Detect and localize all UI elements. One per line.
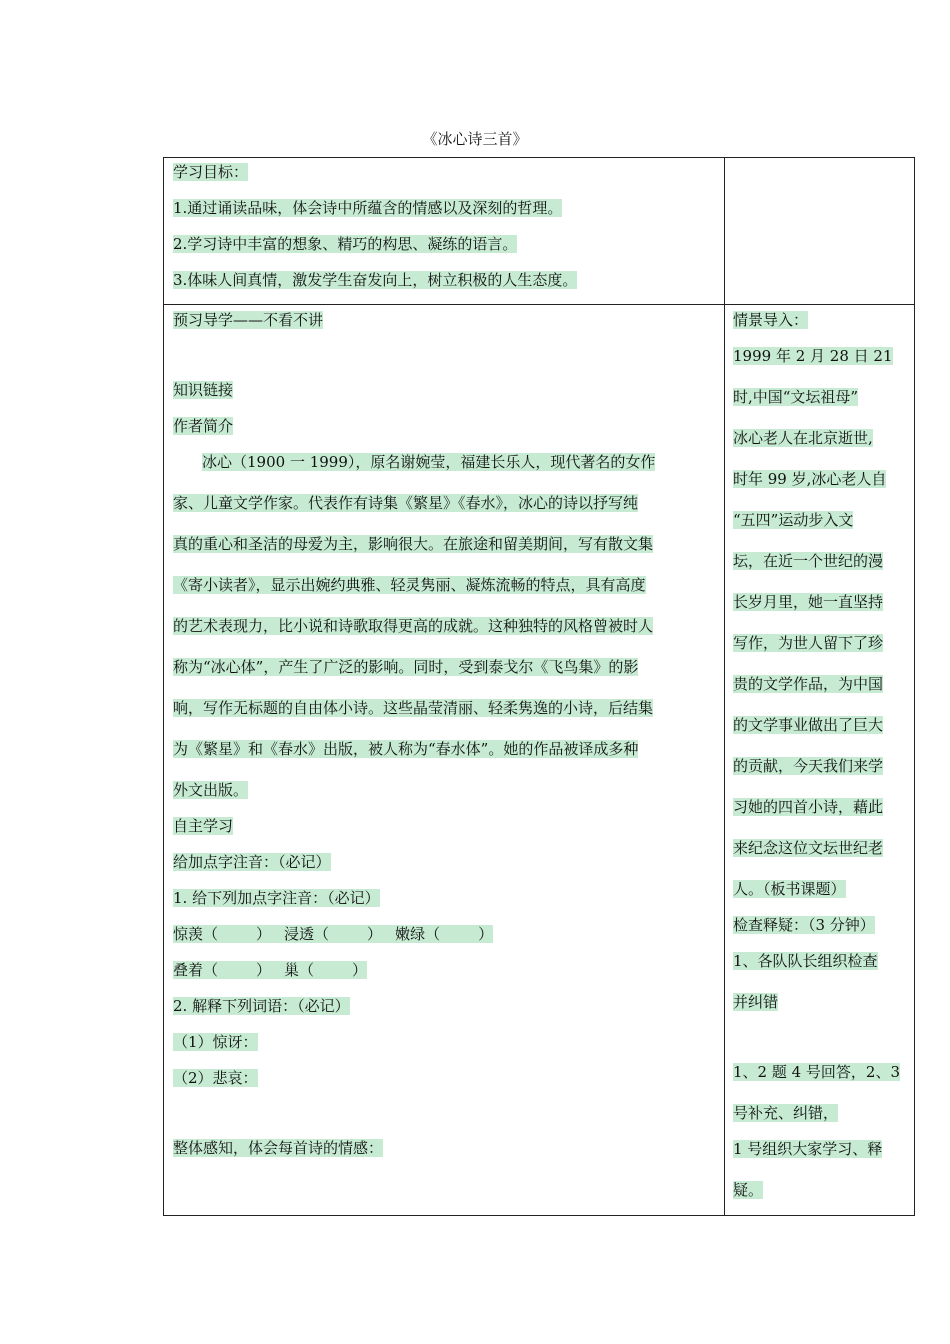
word-label: 惊羡（ bbox=[173, 925, 219, 943]
bio-line: 为《繁星》和《春水》出版，被人称为“春水体”。她的作品被译成多种 bbox=[173, 740, 639, 758]
intro-line: 坛，在近一个世纪的漫 bbox=[733, 552, 884, 570]
guide-cell bbox=[725, 305, 915, 1216]
word-bracket: ） bbox=[256, 961, 272, 979]
word-label: 巢（ bbox=[284, 961, 315, 979]
question-2: 2. 解释下列词语：（必记） bbox=[173, 997, 350, 1015]
study-cell bbox=[164, 305, 725, 1216]
word-label: 叠着（ bbox=[173, 961, 219, 979]
word-label: 浸透（ bbox=[284, 925, 330, 943]
bio-line: 《寄小读者》，显示出婉约典雅、轻灵隽丽、凝炼流畅的特点，具有高度 bbox=[173, 576, 646, 594]
goals-heading: 学习目标： bbox=[173, 163, 249, 181]
pinyin-words-row bbox=[173, 961, 367, 979]
intro-line: 的贡献，今天我们来学 bbox=[733, 757, 884, 775]
word-bracket: ） bbox=[478, 925, 494, 943]
intro-line: 时年 99 岁,冰心老人自 bbox=[733, 470, 887, 488]
answer-line: 1、2 题 4 号回答，2、3 bbox=[733, 1063, 901, 1081]
intro-line: 人。（板书课题） bbox=[733, 880, 846, 898]
pinyin-words-row bbox=[173, 925, 493, 943]
self-study-heading: 自主学习 bbox=[173, 817, 234, 835]
lesson-table bbox=[163, 157, 915, 1216]
goal-item: 2.学习诗中丰富的想象、精巧的构思、凝练的语言。 bbox=[173, 235, 518, 253]
intro-line: 来纪念这位文坛世纪老 bbox=[733, 839, 884, 857]
document-title: 《冰心诗三首》 bbox=[422, 130, 528, 148]
intro-line: 冰心老人在北京逝世, bbox=[733, 429, 873, 447]
bio-line: 响，写作无标题的自由体小诗。这些晶莹清丽、轻柔隽逸的小诗，后结集 bbox=[173, 699, 654, 717]
word-bracket: ） bbox=[352, 961, 368, 979]
goal-item: 3.体味人间真情，激发学生奋发向上，树立积极的人生态度。 bbox=[173, 271, 578, 289]
goal-item: 1.通过诵读品味，体会诗中所蕴含的情感以及深刻的哲理。 bbox=[173, 199, 563, 217]
preview-heading: 预习导学——不看不讲 bbox=[173, 311, 324, 329]
intro-line: “五四”运动步入文 bbox=[733, 511, 854, 529]
intro-line: 贵的文学作品，为中国 bbox=[733, 675, 884, 693]
knowledge-heading: 知识链接 bbox=[173, 381, 234, 399]
word-bracket: ） bbox=[367, 925, 383, 943]
check-line: 1、各队队长组织检查 bbox=[733, 952, 878, 970]
goals-cell bbox=[164, 158, 725, 305]
intro-line: 1999 年 2 月 28 日 21 bbox=[733, 347, 893, 365]
check-heading: 检查释疑：（3 分钟） bbox=[733, 916, 875, 934]
intro-heading: 情景导入： bbox=[733, 311, 809, 329]
intro-line: 时,中国“文坛祖母” bbox=[733, 388, 859, 406]
bio-line: 外文出版。 bbox=[173, 781, 249, 799]
answer-line: 号补充、纠错， bbox=[733, 1104, 839, 1122]
bio-line: 的艺术表现力，比小说和诗歌取得更高的成就。这种独特的风格曾被时人 bbox=[173, 617, 654, 635]
intro-line: 长岁月里，她一直坚持 bbox=[733, 593, 884, 611]
question-1: 1. 给下列加点字注音：（必记） bbox=[173, 889, 380, 907]
intro-line: 习她的四首小诗，藉此 bbox=[733, 798, 884, 816]
pinyin-heading: 给加点字注音：（必记） bbox=[173, 853, 331, 871]
goals-side-cell bbox=[725, 158, 915, 305]
check-line: 并纠错 bbox=[733, 993, 779, 1011]
intro-line: 的文学事业做出了巨大 bbox=[733, 716, 884, 734]
author-heading: 作者简介 bbox=[173, 417, 234, 435]
overall-heading: 整体感知，体会每首诗的情感： bbox=[173, 1139, 384, 1157]
word-bracket: ） bbox=[256, 925, 272, 943]
answer-line: 疑。 bbox=[733, 1181, 764, 1199]
bio-line: 称为“冰心体”，产生了广泛的影响。同时，受到泰戈尔《飞鸟集》的影 bbox=[173, 658, 639, 676]
answer-line: 1 号组织大家学习、释 bbox=[733, 1140, 883, 1158]
bio-line: 家、儿童文学作家。代表作有诗集《繁星》《春水》，冰心的诗以抒写纯 bbox=[173, 494, 639, 512]
word-label: 嫩绿（ bbox=[395, 925, 441, 943]
bio-line: 冰心（1900 一 1999），原名谢婉莹，福建长乐人，现代著名的女作 bbox=[202, 453, 656, 471]
intro-line: 写作，为世人留下了珍 bbox=[733, 634, 884, 652]
term-item: （2）悲哀： bbox=[173, 1069, 258, 1087]
bio-line: 真的重心和圣洁的母爱为主，影响很大。在旅途和留美期间，写有散文集 bbox=[173, 535, 654, 553]
term-item: （1）惊讶： bbox=[173, 1033, 258, 1051]
